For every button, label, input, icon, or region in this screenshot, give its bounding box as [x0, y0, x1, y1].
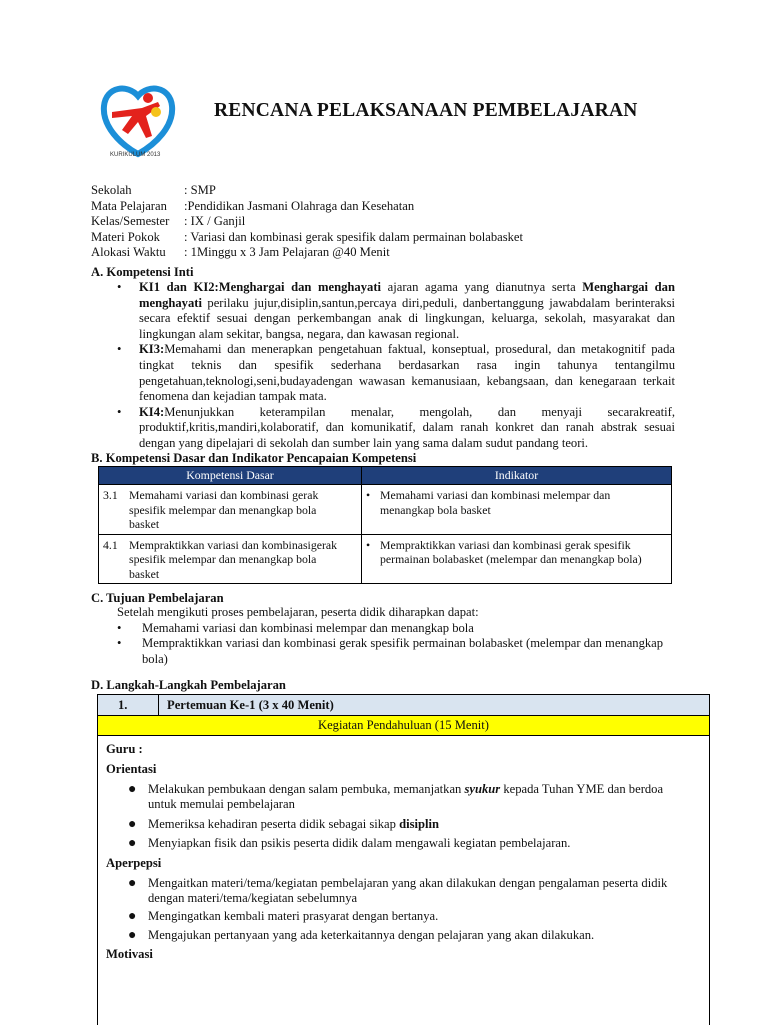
list-item: • Memahami variasi dan kombinasi melempar dan menangkap bola — [117, 620, 474, 635]
list-item: • KI1 dan KI2:Menghargai dan menghayati ajaran agama yang dianutnya serta Menghargai dan menghayati perilaku jujur,disiplin,santun,percaya diri,peduli, danbertanggung jawabdalam berinteraksi secara efektif sesuai dengan perkembangan anak di lingkungan, keluarga, sekolah, masyarakat dan lingkungan alam sekitar, bangsa, negara, dan kawasan regional. — [117, 280, 675, 341]
table-row: 4.1 Mempraktikkan variasi dan kombinasigerak spesifik melempar dan menangkap bola basket • Mempraktikkan variasi dan kombinasi gerak spesifik permainan bolabasket (melempar dan menangkap bola) — [99, 534, 672, 584]
list-item: ● Mengaitkan materi/tema/kegiatan pembelajaran yang akan dilakukan dengan pengalaman peserta didik dengan materi/tema/kegiatan sebelumnya — [128, 875, 668, 906]
info-row: Kelas/Semester : IX / Ganjil — [91, 214, 246, 229]
list-item: ● Menyiapkan fisik dan psikis peserta didik dalam mengawali kegiatan pembelajaran. — [128, 836, 571, 852]
info-row: Materi Pokok : Variasi dan kombinasi gerak spesifik dalam permainan bolabasket — [91, 229, 524, 244]
kegiatan-pendahuluan-row: Kegiatan Pendahuluan (15 Menit) — [98, 716, 709, 736]
kompetensi-inti-list — [117, 280, 675, 452]
page-title: RENCANA PELAKSANAAN PEMBELAJARAN — [214, 100, 638, 121]
list-item: • KI3:Memahami dan menerapkan pengetahuan faktual, konseptual, prosedural, dan metakognitif pada tingkat teknis dan spesifik sederhana berdasarkan rasa ingin tahunya tentangilmu pengetahuan,teknologi,seni,budayadengan wawasan kemanusiaan, kebangsaan, dan kenegaraan terkait fenomena dan kejadian tampak mata. — [117, 342, 675, 404]
section-a-heading: A. Kompetensi Inti — [91, 265, 194, 279]
tujuan-intro: Setelah mengikuti proses pembelajaran, peserta didik diharapkan dapat: — [117, 605, 479, 619]
list-item: ● Melakukan pembukaan dengan salam pembuka, memanjatkan syukur kepada Tuhan YME dan berdoa untuk memulai pembelajaran — [128, 781, 664, 812]
list-item: • KI4:Menunjukkan keterampilan menalar, mengolah, dan menyaji secarakreatif, produktif,kritis,mandiri,kolaboratif, dan komunikatif, dalam ranah konkret dan ranah abstrak sesuai dengan yang dipelajari di sekolah dan sumber lain yang sama dalam sudut pandang teori. — [117, 404, 675, 450]
info-row: Sekolah : SMP — [91, 183, 216, 197]
kd-column-header: Kompetensi Dasar — [99, 467, 362, 485]
list-item: • Mempraktikkan variasi dan kombinasi gerak spesifik permainan bolabasket (melempar dan menangkap bola) — [117, 636, 664, 666]
info-row: Alokasi Waktu : 1Minggu x 3 Jam Pelajaran @40 Menit — [91, 245, 390, 260]
langkah-table: 1. Pertemuan Ke-1 (3 x 40 Menit) Kegiatan Pendahuluan (15 Menit) Guru : Orientasi ● Melakukan pembukaan dengan salam pembuka, memanjatkan syukur kepada Tuhan YME dan berdoa untuk memulai pembelajaran ● Memeriksa kehadiran peserta didik sebagai sikap disiplin ● Menyiapkan fisik dan psikis peserta didik dalam mengawali kegiatan pembelajaran. Aperpepsi ● Mengaitkan materi/tema/kegiatan pembelajaran yang akan dilakukan dengan pengalaman peserta didik dengan materi/tema/kegiatan sebelumnya ● Mengingatkan kembali materi prasyarat dengan bertanya. ● Mengajukan pertanyaan yang ada keterkaitannya dengan pelajaran yang akan dilakukan. Motivasi — [97, 694, 710, 1025]
list-item: ● Mengajukan pertanyaan yang ada keterkaitannya dengan pelajaran yang akan dilakukan. — [128, 928, 595, 944]
section-c-heading: C. Tujuan Pembelajaran — [91, 591, 224, 605]
indikator-column-header: Indikator — [362, 467, 672, 485]
svg-text:KURIKULUM 2013: KURIKULUM 2013 — [110, 152, 161, 158]
list-item: ● Memeriksa kehadiran peserta didik sebagai sikap disiplin — [128, 816, 440, 832]
school-info — [91, 183, 523, 261]
pertemuan-row: 1. Pertemuan Ke-1 (3 x 40 Menit) — [98, 695, 709, 716]
section-b-heading: B. Kompetensi Dasar dan Indikator Pencapaian Kompetensi — [91, 451, 417, 465]
kurikulum-2013-logo — [98, 82, 178, 160]
section-d-heading: D. Langkah-Langkah Pembelajaran — [91, 678, 286, 692]
tujuan-list — [117, 605, 677, 667]
info-row: Mata Pelajaran :Pendidikan Jasmani Olahraga dan Kesehatan — [91, 198, 415, 213]
list-item: ● Mengingatkan kembali materi prasyarat dengan bertanya. — [128, 908, 439, 924]
table-row: 3.1 Memahami variasi dan kombinasi gerak spesifik melempar dan menangkap bola basket • Memahami variasi dan kombinasi melempar dan menangkap bola basket — [99, 485, 672, 535]
kd-table — [98, 466, 672, 584]
